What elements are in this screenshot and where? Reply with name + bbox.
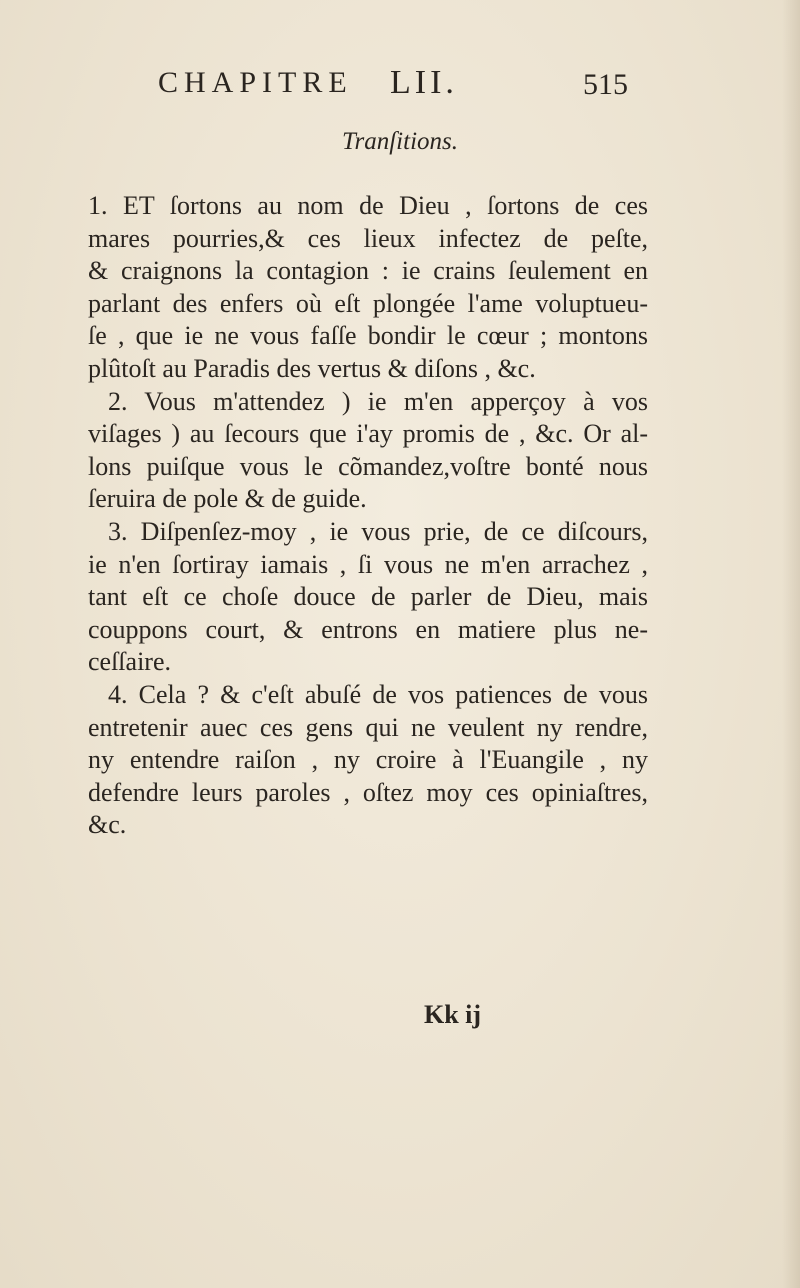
text-line: entretenir auec ces gens qui ne veulent ny rendre,	[88, 712, 648, 742]
text-line: 1. ET ſortons au nom de Dieu , ſortons de ces	[88, 191, 648, 220]
text-line: &c.	[88, 810, 127, 840]
paragraph-4	[88, 679, 648, 842]
running-header	[158, 66, 628, 110]
chapter-word: CHAPITRE	[158, 66, 353, 99]
text-line: lons puiſque vous le cõmandez,voſtre bonté nous	[88, 451, 648, 481]
page-edge-shadow	[782, 0, 800, 1288]
page-number: 515	[583, 68, 628, 101]
text-line: plûtoſt au Paradis des vertus & diſons , &c.	[88, 353, 536, 383]
paragraph-2	[88, 386, 648, 516]
text-line: ie n'en ſortiray iamais , ſi vous ne m'en arrachez ,	[88, 549, 648, 579]
body-text	[88, 190, 648, 842]
paragraph-3	[88, 516, 648, 679]
text-line: defendre leurs paroles , oſtez moy ces opiniaſtres,	[88, 777, 648, 807]
text-line: ſe , que ie ne vous faſſe bondir le cœur ; montons	[88, 321, 648, 351]
text-line: 3. Diſpenſez-moy , ie vous prie, de ce diſcours,	[108, 516, 648, 546]
section-title: Tranſitions.	[341, 128, 458, 155]
text-line: couppons court, & entrons en matiere plus ne-	[88, 614, 648, 644]
paragraph-1	[88, 190, 648, 386]
text-line: parlant des enfers où eſt plongée l'ame voluptueu-	[88, 288, 648, 318]
text-line: ceſſaire.	[88, 647, 171, 677]
text-line: 4. Cela ? & c'eſt abuſé de vos patiences de vous	[108, 679, 648, 709]
text-line: 2. Vous m'attendez ) ie m'en apperçoy à vos	[108, 386, 648, 416]
text-line: viſages ) au ſecours que i'ay promis de , &c. Or al-	[88, 419, 648, 449]
text-line: & craignons la contagion : ie crains ſeulement en	[88, 256, 648, 286]
text-line: tant eſt ce choſe douce de parler de Dieu, mais	[88, 582, 648, 612]
text-line: ny entendre raiſon , ny croire à l'Euangile , ny	[88, 745, 648, 775]
chapter-number: LII.	[390, 64, 458, 101]
text-line: mares pourries,& ces lieux infectez de peſte,	[88, 223, 648, 253]
signature-mark: Kk ij	[424, 1000, 482, 1029]
text-line: ſeruira de pole & de guide.	[88, 484, 367, 514]
